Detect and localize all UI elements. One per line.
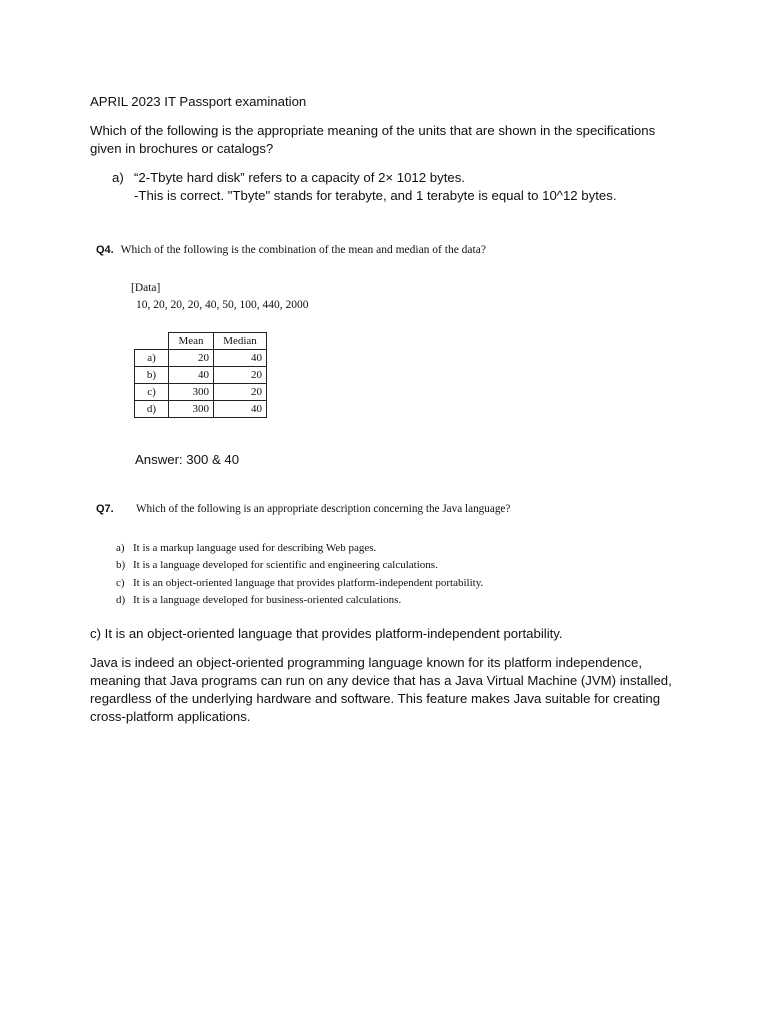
q7-options-list <box>116 540 483 609</box>
q4-label: Q4. <box>96 244 114 256</box>
list-item <box>116 540 483 557</box>
q7-label: Q7. <box>96 503 114 515</box>
option-mark: b) <box>116 559 126 572</box>
table-mean: 40 <box>169 367 214 384</box>
q1-explanation: -This is correct. "Tbyte" stands for terabyte, and 1 terabyte is equal to 10^12 bytes. <box>134 188 617 203</box>
table-row <box>135 401 267 418</box>
table-median: 40 <box>214 401 267 418</box>
option-text: It is a markup language used for describing Web pages. <box>133 542 377 554</box>
table-option: a) <box>135 350 169 367</box>
q4-question: Which of the following is the combination of the mean and median of the data? <box>120 244 486 256</box>
list-item <box>116 575 483 592</box>
q4-question-line <box>96 244 486 256</box>
table-mean: 20 <box>169 350 214 367</box>
q4-data-header: [Data] <box>131 282 161 294</box>
table-header-median: Median <box>214 333 267 350</box>
table-header-mean: Mean <box>169 333 214 350</box>
q7-answer: c) It is an object-oriented language that provides platform-independent portability. <box>90 626 563 641</box>
q7-question-line <box>96 503 510 515</box>
q7-explanation: Java is indeed an object-oriented programming language known for its platform independence, meaning that Java programs can run on any device that has a Java Virtual Machine (JVM) installed, regardless of the underlying hardware and software. This feature makes Java suitable for creating cross-platform applications. <box>90 655 672 724</box>
option-text: It is an object-oriented language that provides platform-independent portability. <box>133 576 484 589</box>
table-median: 20 <box>214 367 267 384</box>
q1-answer-marker: a) <box>112 170 124 185</box>
table-option: d) <box>135 401 169 418</box>
q4-answer: Answer: 300 & 40 <box>135 452 240 467</box>
table-option: c) <box>135 384 169 401</box>
table-median: 20 <box>214 384 267 401</box>
table-corner-cell <box>135 333 169 350</box>
table-header-row <box>135 333 267 350</box>
option-text: It is a language developed for scientific and engineering calculations. <box>133 559 438 572</box>
q1-answer-text: “2-Tbyte hard disk” refers to a capacity of 2× 1012 bytes. <box>134 170 465 185</box>
q1-answer <box>112 169 616 205</box>
option-mark: c) <box>116 576 125 589</box>
q4-answer-table <box>134 332 267 418</box>
option-mark: d) <box>116 593 126 606</box>
table-median: 40 <box>214 350 267 367</box>
q7-question: Which of the following is an appropriate description concerning the Java language? <box>136 503 511 515</box>
list-item <box>116 557 483 574</box>
table-mean: 300 <box>169 401 214 418</box>
document-title: APRIL 2023 IT Passport examination <box>90 94 307 109</box>
list-item <box>116 592 483 609</box>
q1-question: Which of the following is the appropriate meaning of the units that are shown in the specifications given in brochures or catalogs? <box>90 123 656 156</box>
table-row <box>135 367 267 384</box>
option-text: It is a language developed for business-oriented calculations. <box>133 593 402 606</box>
q4-data-values: 10, 20, 20, 20, 40, 50, 100, 440, 2000 <box>136 299 309 311</box>
table-option: b) <box>135 367 169 384</box>
table-row <box>135 350 267 367</box>
table-row <box>135 384 267 401</box>
table-mean: 300 <box>169 384 214 401</box>
option-mark: a) <box>116 542 125 554</box>
